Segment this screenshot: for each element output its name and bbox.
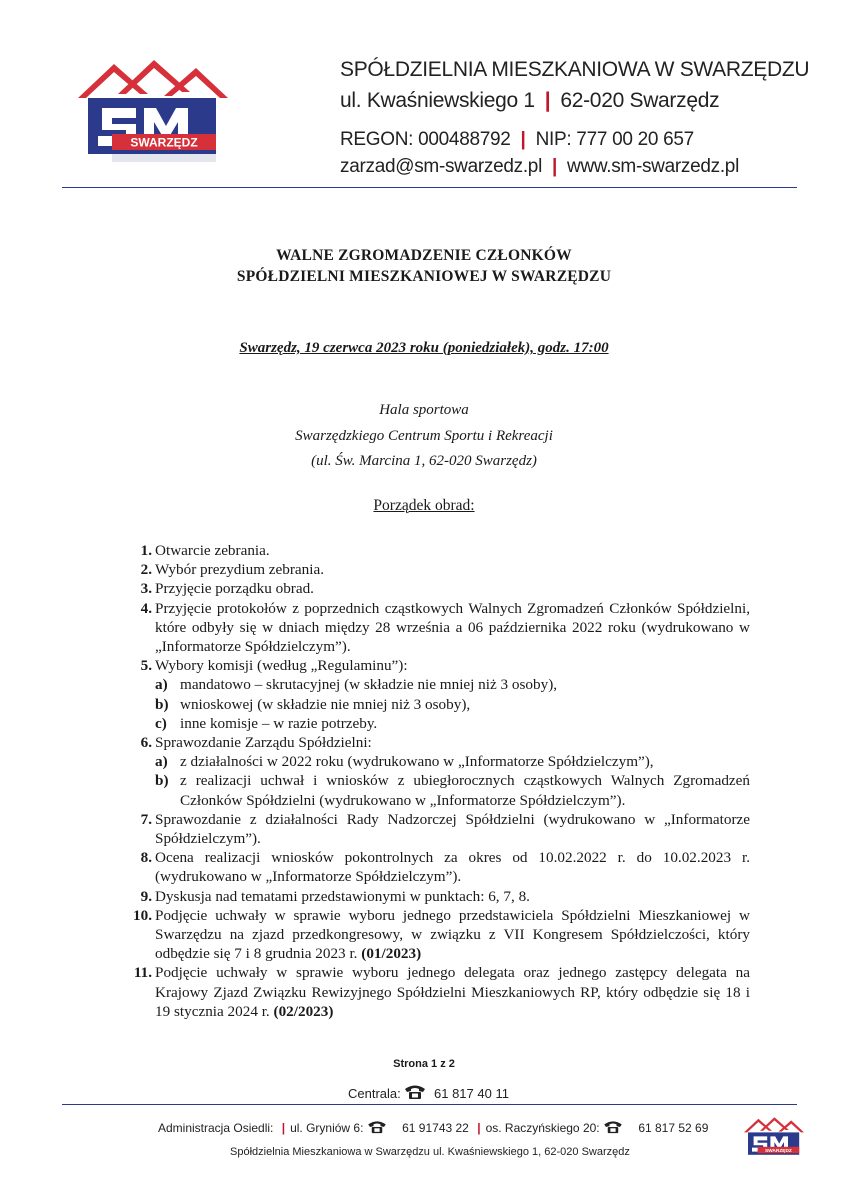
page-number: Strona 1 z 2 (393, 1058, 455, 1070)
item-text: Dyskusja nad tematami przedstawionymi w punktach: 6, 7, 8. (155, 887, 530, 905)
subitem-text: wnioskowej (w składzie nie mniej niż 3 osoby), (180, 695, 471, 713)
office1-label: ul. Gryniów 6: (290, 1121, 364, 1135)
item-number: 3. (140, 580, 152, 598)
venue-line3: (ul. Św. Marcina 1, 62-020 Swarzędz) (311, 453, 537, 469)
subitem-letter: a) (155, 676, 168, 694)
separator: | (544, 89, 551, 112)
agenda-subitem (155, 714, 750, 733)
item-number: 1. (140, 542, 152, 559)
agenda-subitem (155, 695, 750, 714)
subitem-text: z realizacji uchwał i wniosków z ubiegłorocznych cząstkowych Walnych Zgromadzeń Członków Spółdzielni (wydrukowano w „Informatorze Spółdzielczym”). (180, 772, 750, 809)
agenda-item (120, 656, 750, 733)
item-text: Wybór prezydium zebrania. (155, 561, 325, 579)
phone-icon (404, 1084, 426, 1100)
agenda-item (120, 810, 750, 848)
item-text: Podjęcie uchwały w sprawie wyboru jednego delegata oraz jednego zastępcy delegata na Krajowy Zjazd Związku Rewizyjnego Spółdzielni Mieszkaniowych RP, który odbędzie się 18 i 19 stycznia 2024 r. (155, 964, 750, 1020)
item-text: Podjęcie uchwały w sprawie wyboru jednego przedstawiciela Spółdzielni Mieszkaniowej w Swarzędzu na zjazd przedkongresowy, w związku z VII Kongresem Spółdzielczości, który odbędzie się 7 i 8 grudnia 2023 r. (155, 906, 750, 963)
phone-icon (603, 1120, 623, 1134)
contact-line (340, 156, 739, 178)
administration-line (158, 1120, 708, 1135)
organization-name: SPÓŁDZIELNIA MIESZKANIOWA W SWARZĘDZU (340, 58, 810, 81)
street: ul. Kwaśniewskiego 1 (340, 89, 535, 112)
subitem-text: inne komisje – w razie potrzeby. (180, 714, 378, 732)
separator: | (552, 156, 558, 177)
website-link[interactable]: www.sm-swarzedz.pl (567, 156, 739, 177)
agenda-item (120, 963, 750, 1021)
admin-label: Administracja Osiedli: (158, 1121, 274, 1135)
agenda-item (120, 887, 750, 906)
resolution-number: (02/2023) (273, 1002, 334, 1020)
central-label: Centrala: (348, 1086, 401, 1101)
office1-phone[interactable]: 61 91743 22 (402, 1121, 469, 1135)
subitem-letter: b) (155, 695, 169, 713)
subitem-text: z działalności w 2022 roku (wydrukowano w „Informatorze Spółdzielczym”), (180, 753, 654, 771)
item-text: Wybory komisji (według „Regulaminu”): (155, 657, 408, 675)
document-title-line1: WALNE ZGROMADZENIE CZŁONKÓW (276, 247, 572, 264)
agenda-item (120, 560, 750, 579)
separator: | (477, 1121, 481, 1135)
footer-divider (62, 1104, 797, 1105)
separator: | (281, 1121, 286, 1135)
nip: NIP: 777 00 20 657 (535, 129, 694, 150)
agenda-list (120, 541, 750, 1021)
item-number: 10. (133, 906, 152, 924)
item-number: 7. (140, 810, 152, 828)
header-divider (62, 187, 797, 188)
office2-label: os. Raczyńskiego 20: (485, 1121, 600, 1135)
item-number: 5. (140, 657, 152, 675)
item-number: 2. (140, 561, 152, 579)
email-link[interactable]: zarzad@sm-swarzedz.pl (340, 156, 542, 177)
venue-line2: Swarzędzkiego Centrum Sportu i Rekreacji (295, 428, 553, 444)
central-phone-line (348, 1084, 509, 1101)
footer-address: Spółdzielnia Mieszkaniowa w Swarzędzu ul. Kwaśniewskiego 1, 62-020 Swarzędz (230, 1146, 630, 1158)
subitem-text: mandatowo – skrutacyjnej (w składzie nie mniej niż 3 osoby), (180, 676, 558, 694)
agenda-item (120, 906, 750, 964)
item-text: Otwarcie zebrania. (155, 542, 270, 559)
registration-line (340, 129, 694, 151)
central-phone[interactable]: 61 817 40 11 (434, 1086, 509, 1101)
item-text: Przyjęcie protokołów z poprzednich cząstkowych Walnych Zgromadzeń Członków Spółdzielni, które odbyły się w dniach między 28 września a 06 października 2022 roku (wydrukowano w „Informatorze Spółdzielczym”). (155, 599, 750, 656)
cooperative-logo-small (744, 1116, 804, 1160)
meeting-date: Swarzędz, 19 czerwca 2023 roku (poniedziałek), godz. 17:00 (239, 340, 609, 356)
postal-code: 62-020 Swarzędz (560, 89, 720, 112)
subitem-letter: a) (155, 753, 168, 771)
agenda-title: Porządek obrad: (373, 497, 475, 514)
item-text: Przyjęcie porządku obrad. (155, 580, 314, 598)
cooperative-logo (78, 58, 228, 166)
item-number: 11. (133, 964, 152, 982)
agenda-item (120, 579, 750, 598)
agenda-item (120, 599, 750, 657)
agenda-item (120, 541, 750, 560)
item-number: 9. (140, 887, 152, 905)
subitem-letter: b) (155, 772, 169, 790)
document-title-line2: SPÓŁDZIELNI MIESZKANIOWEJ W SWARZĘDZU (236, 268, 612, 285)
logo-text: SWARZĘDZ (764, 1148, 792, 1154)
phone-icon (367, 1120, 387, 1134)
resolution-number: (01/2023) (361, 945, 422, 963)
address-line (340, 89, 719, 113)
subitem-letter: c) (155, 714, 167, 732)
agenda-item (120, 733, 750, 810)
office2-phone[interactable]: 61 817 52 69 (638, 1121, 709, 1135)
venue-line1: Hala sportowa (379, 402, 469, 418)
item-text: Sprawozdanie z działalności Rady Nadzorczej Spółdzielni (wydrukowano w „Informatorze Spółdzielczym”). (155, 810, 750, 848)
item-number: 8. (140, 849, 152, 867)
item-text: Sprawozdanie Zarządu Spółdzielni: (155, 734, 372, 752)
agenda-subitem (155, 771, 750, 809)
item-number: 6. (140, 734, 152, 752)
agenda-subitem (155, 752, 750, 771)
separator: | (520, 129, 526, 150)
logo-text: SWARZĘDZ (130, 135, 198, 150)
item-text: Ocena realizacji wniosków pokontrolnych za okres od 10.02.2022 r. do 10.02.2023 r. (wydrukowano w „Informatorze Spółdzielczym”). (155, 849, 750, 886)
item-number: 4. (140, 599, 152, 617)
agenda-item (120, 848, 750, 886)
agenda-subitem (155, 675, 750, 694)
regon: REGON: 000488792 (340, 129, 511, 150)
